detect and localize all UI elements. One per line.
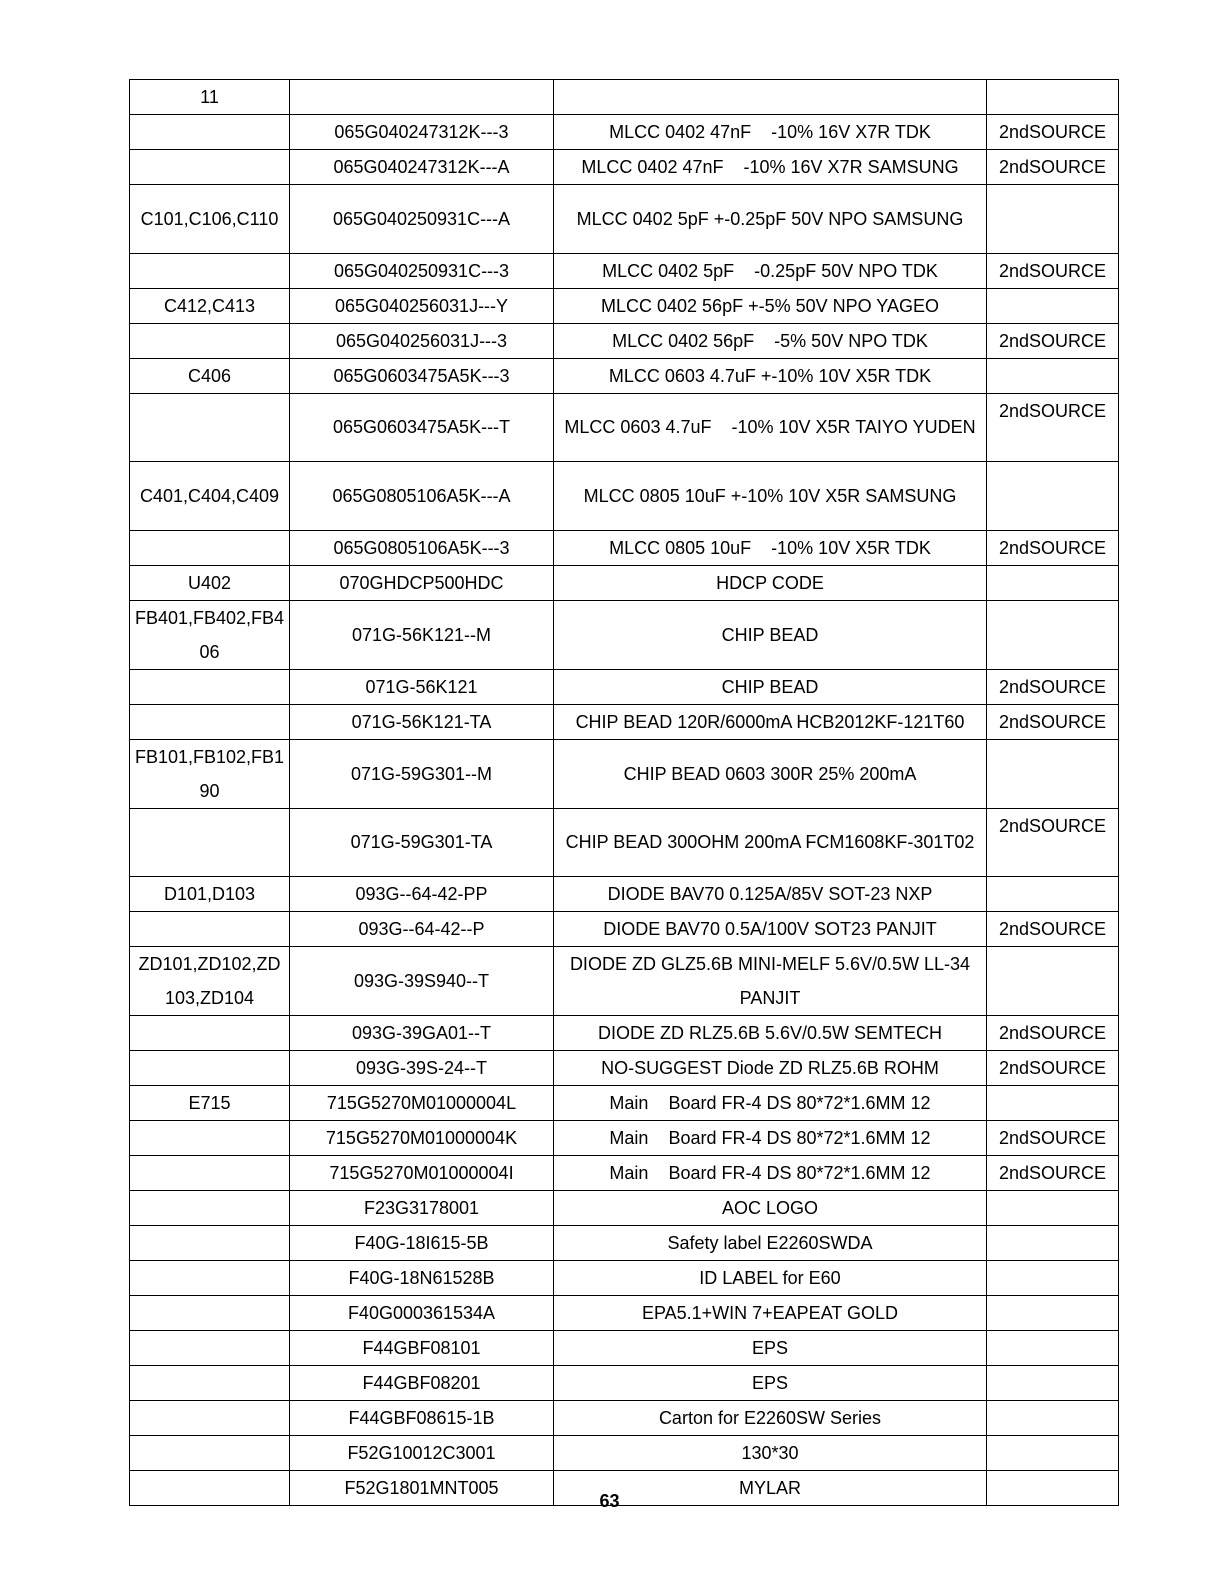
ref-designator-cell: C101,C106,C110 [130,185,290,254]
part-number-cell: F52G1801MNT005 [290,1471,554,1506]
ref-designator-cell [130,1191,290,1226]
table-row [130,80,1119,115]
ref-designator-cell: C401,C404,C409 [130,462,290,531]
part-number-cell: 065G040247312K---A [290,150,554,185]
description-cell: EPA5.1+WIN 7+EAPEAT GOLD [554,1296,987,1331]
ref-designator-cell: ZD101,ZD102,ZD103,ZD104 [130,947,290,1016]
source-note-cell [987,1331,1119,1366]
description-cell: Main Board FR-4 DS 80*72*1.6MM 12 [554,1156,987,1191]
part-number-cell: 093G--64-42-PP [290,877,554,912]
description-cell: MLCC 0402 56pF +-5% 50V NPO YAGEO [554,288,987,323]
source-note-cell: 2ndSOURCE [987,1016,1119,1051]
description-cell: Carton for E2260SW Series [554,1401,987,1436]
part-number-cell: F44GBF08615-1B [290,1401,554,1436]
ref-designator-cell [130,1016,290,1051]
table-row [130,669,1119,704]
part-number-cell: F44GBF08201 [290,1366,554,1401]
ref-designator-cell [130,115,290,150]
part-number-cell: F44GBF08101 [290,1331,554,1366]
ref-designator-cell [130,1366,290,1401]
table-row [130,393,1119,462]
ref-designator-cell [130,808,290,877]
part-number-cell: F52G10012C3001 [290,1436,554,1471]
description-cell: DIODE ZD RLZ5.6B 5.6V/0.5W SEMTECH [554,1016,987,1051]
ref-designator-cell: E715 [130,1086,290,1121]
ref-designator-cell [130,1226,290,1261]
part-number-cell: 093G--64-42--P [290,912,554,947]
part-number-cell: 093G-39GA01--T [290,1016,554,1051]
description-cell: Safety label E2260SWDA [554,1226,987,1261]
source-note-cell [987,1296,1119,1331]
source-note-cell [987,1261,1119,1296]
table-row [130,1226,1119,1261]
source-note-cell [987,358,1119,393]
source-note-cell [987,1191,1119,1226]
description-cell: CHIP BEAD [554,600,987,669]
part-number-cell: 065G040256031J---3 [290,323,554,358]
part-number-cell: 093G-39S-24--T [290,1051,554,1086]
source-note-cell: 2ndSOURCE [987,704,1119,739]
description-cell: NO-SUGGEST Diode ZD RLZ5.6B ROHM [554,1051,987,1086]
source-note-cell: 2ndSOURCE [987,912,1119,947]
part-number-cell: 070GHDCP500HDC [290,565,554,600]
part-number-cell: 715G5270M01000004L [290,1086,554,1121]
description-cell: AOC LOGO [554,1191,987,1226]
source-note-cell: 2ndSOURCE [987,1156,1119,1191]
table-row [130,1401,1119,1436]
part-number-cell: 065G040250931C---3 [290,253,554,288]
ref-designator-cell [130,1331,290,1366]
ref-designator-cell [130,1051,290,1086]
table-row [130,1296,1119,1331]
table-row [130,1051,1119,1086]
part-number-cell: 065G040250931C---A [290,185,554,254]
source-note-cell: 2ndSOURCE [987,115,1119,150]
description-cell: DIODE ZD GLZ5.6B MINI-MELF 5.6V/0.5W LL-34 PANJIT [554,947,987,1016]
description-cell: MLCC 0603 4.7uF -10% 10V X5R TAIYO YUDEN [554,393,987,462]
ref-designator-cell [130,1401,290,1436]
ref-designator-cell: U402 [130,565,290,600]
ref-designator-cell [130,669,290,704]
ref-designator-cell [130,1436,290,1471]
bom-table [129,79,1119,1506]
source-note-cell [987,185,1119,254]
description-cell [554,80,987,115]
source-note-cell: 2ndSOURCE [987,1121,1119,1156]
table-row [130,808,1119,877]
source-note-cell: 2ndSOURCE [987,669,1119,704]
table-row [130,462,1119,531]
part-number-cell: 065G0603475A5K---3 [290,358,554,393]
source-note-cell [987,947,1119,1016]
part-number-cell: 715G5270M01000004I [290,1156,554,1191]
description-cell: CHIP BEAD 120R/6000mA HCB2012KF-121T60 [554,704,987,739]
ref-designator-cell: D101,D103 [130,877,290,912]
part-number-cell: 071G-56K121-TA [290,704,554,739]
description-cell: EPS [554,1366,987,1401]
table-row [130,1436,1119,1471]
description-cell: MLCC 0402 5pF +-0.25pF 50V NPO SAMSUNG [554,185,987,254]
source-note-cell: 2ndSOURCE [987,808,1119,877]
table-row [130,253,1119,288]
table-row [130,1121,1119,1156]
table-row [130,912,1119,947]
page-number: 63 [599,1491,620,1511]
bom-table-body [130,80,1119,1506]
part-number-cell [290,80,554,115]
description-cell: MLCC 0402 47nF -10% 16V X7R SAMSUNG [554,150,987,185]
description-cell: Main Board FR-4 DS 80*72*1.6MM 12 [554,1086,987,1121]
part-number-cell: 065G040247312K---3 [290,115,554,150]
description-cell: 130*30 [554,1436,987,1471]
part-number-cell: F23G3178001 [290,1191,554,1226]
ref-designator-cell: FB401,FB402,FB406 [130,600,290,669]
table-row [130,1156,1119,1191]
ref-designator-cell [130,704,290,739]
source-note-cell: 2ndSOURCE [987,253,1119,288]
source-note-cell: 2ndSOURCE [987,150,1119,185]
source-note-cell [987,1401,1119,1436]
part-number-cell: 071G-59G301-TA [290,808,554,877]
part-number-cell: 071G-56K121--M [290,600,554,669]
part-number-cell: 065G0603475A5K---T [290,393,554,462]
source-note-cell [987,739,1119,808]
table-row [130,600,1119,669]
table-row [130,323,1119,358]
table-row [130,1086,1119,1121]
source-note-cell [987,600,1119,669]
ref-designator-cell: FB101,FB102,FB190 [130,739,290,808]
source-note-cell: 2ndSOURCE [987,1051,1119,1086]
ref-designator-cell [130,912,290,947]
description-cell: DIODE BAV70 0.125A/85V SOT-23 NXP [554,877,987,912]
description-cell: MLCC 0402 47nF -10% 16V X7R TDK [554,115,987,150]
table-row [130,1261,1119,1296]
table-row [130,150,1119,185]
part-number-cell: 093G-39S940--T [290,947,554,1016]
source-note-cell: 2ndSOURCE [987,393,1119,462]
part-number-cell: 715G5270M01000004K [290,1121,554,1156]
description-cell: CHIP BEAD 300OHM 200mA FCM1608KF-301T02 [554,808,987,877]
table-row [130,1331,1119,1366]
part-number-cell: 065G040256031J---Y [290,288,554,323]
source-note-cell [987,1086,1119,1121]
table-row [130,530,1119,565]
ref-designator-cell [130,150,290,185]
ref-designator-cell [130,1121,290,1156]
part-number-cell: F40G000361534A [290,1296,554,1331]
part-number-cell: 071G-56K121 [290,669,554,704]
source-note-cell [987,1436,1119,1471]
source-note-cell: 2ndSOURCE [987,530,1119,565]
ref-designator-cell [130,530,290,565]
part-number-cell: F40G-18N61528B [290,1261,554,1296]
part-number-cell: 065G0805106A5K---3 [290,530,554,565]
ref-designator-cell [130,1156,290,1191]
table-row [130,704,1119,739]
source-note-cell [987,565,1119,600]
description-cell: EPS [554,1331,987,1366]
description-cell: Main Board FR-4 DS 80*72*1.6MM 12 [554,1121,987,1156]
description-cell: MLCC 0402 5pF -0.25pF 50V NPO TDK [554,253,987,288]
description-cell: MYLAR [554,1471,987,1506]
description-cell: MLCC 0402 56pF -5% 50V NPO TDK [554,323,987,358]
table-row [130,1016,1119,1051]
part-number-cell: 071G-59G301--M [290,739,554,808]
ref-designator-cell: C406 [130,358,290,393]
table-row [130,947,1119,1016]
source-note-cell [987,1366,1119,1401]
ref-designator-cell: 11 [130,80,290,115]
description-cell: MLCC 0805 10uF -10% 10V X5R TDK [554,530,987,565]
ref-designator-cell: C412,C413 [130,288,290,323]
source-note-cell: 2ndSOURCE [987,323,1119,358]
table-row [130,288,1119,323]
ref-designator-cell [130,1261,290,1296]
description-cell: MLCC 0603 4.7uF +-10% 10V X5R TDK [554,358,987,393]
table-row [130,739,1119,808]
table-row [130,185,1119,254]
ref-designator-cell [130,393,290,462]
description-cell: CHIP BEAD [554,669,987,704]
description-cell: ID LABEL for E60 [554,1261,987,1296]
table-row [130,1191,1119,1226]
source-note-cell [987,80,1119,115]
ref-designator-cell [130,323,290,358]
ref-designator-cell [130,253,290,288]
source-note-cell [987,462,1119,531]
table-row [130,358,1119,393]
description-cell: MLCC 0805 10uF +-10% 10V X5R SAMSUNG [554,462,987,531]
table-row [130,565,1119,600]
part-number-cell: 065G0805106A5K---A [290,462,554,531]
ref-designator-cell [130,1296,290,1331]
source-note-cell [987,288,1119,323]
source-note-cell [987,1226,1119,1261]
table-row [130,877,1119,912]
description-cell: DIODE BAV70 0.5A/100V SOT23 PANJIT [554,912,987,947]
description-cell: CHIP BEAD 0603 300R 25% 200mA [554,739,987,808]
source-note-cell [987,877,1119,912]
description-cell: HDCP CODE [554,565,987,600]
table-row [130,1366,1119,1401]
part-number-cell: F40G-18I615-5B [290,1226,554,1261]
table-row [130,115,1119,150]
